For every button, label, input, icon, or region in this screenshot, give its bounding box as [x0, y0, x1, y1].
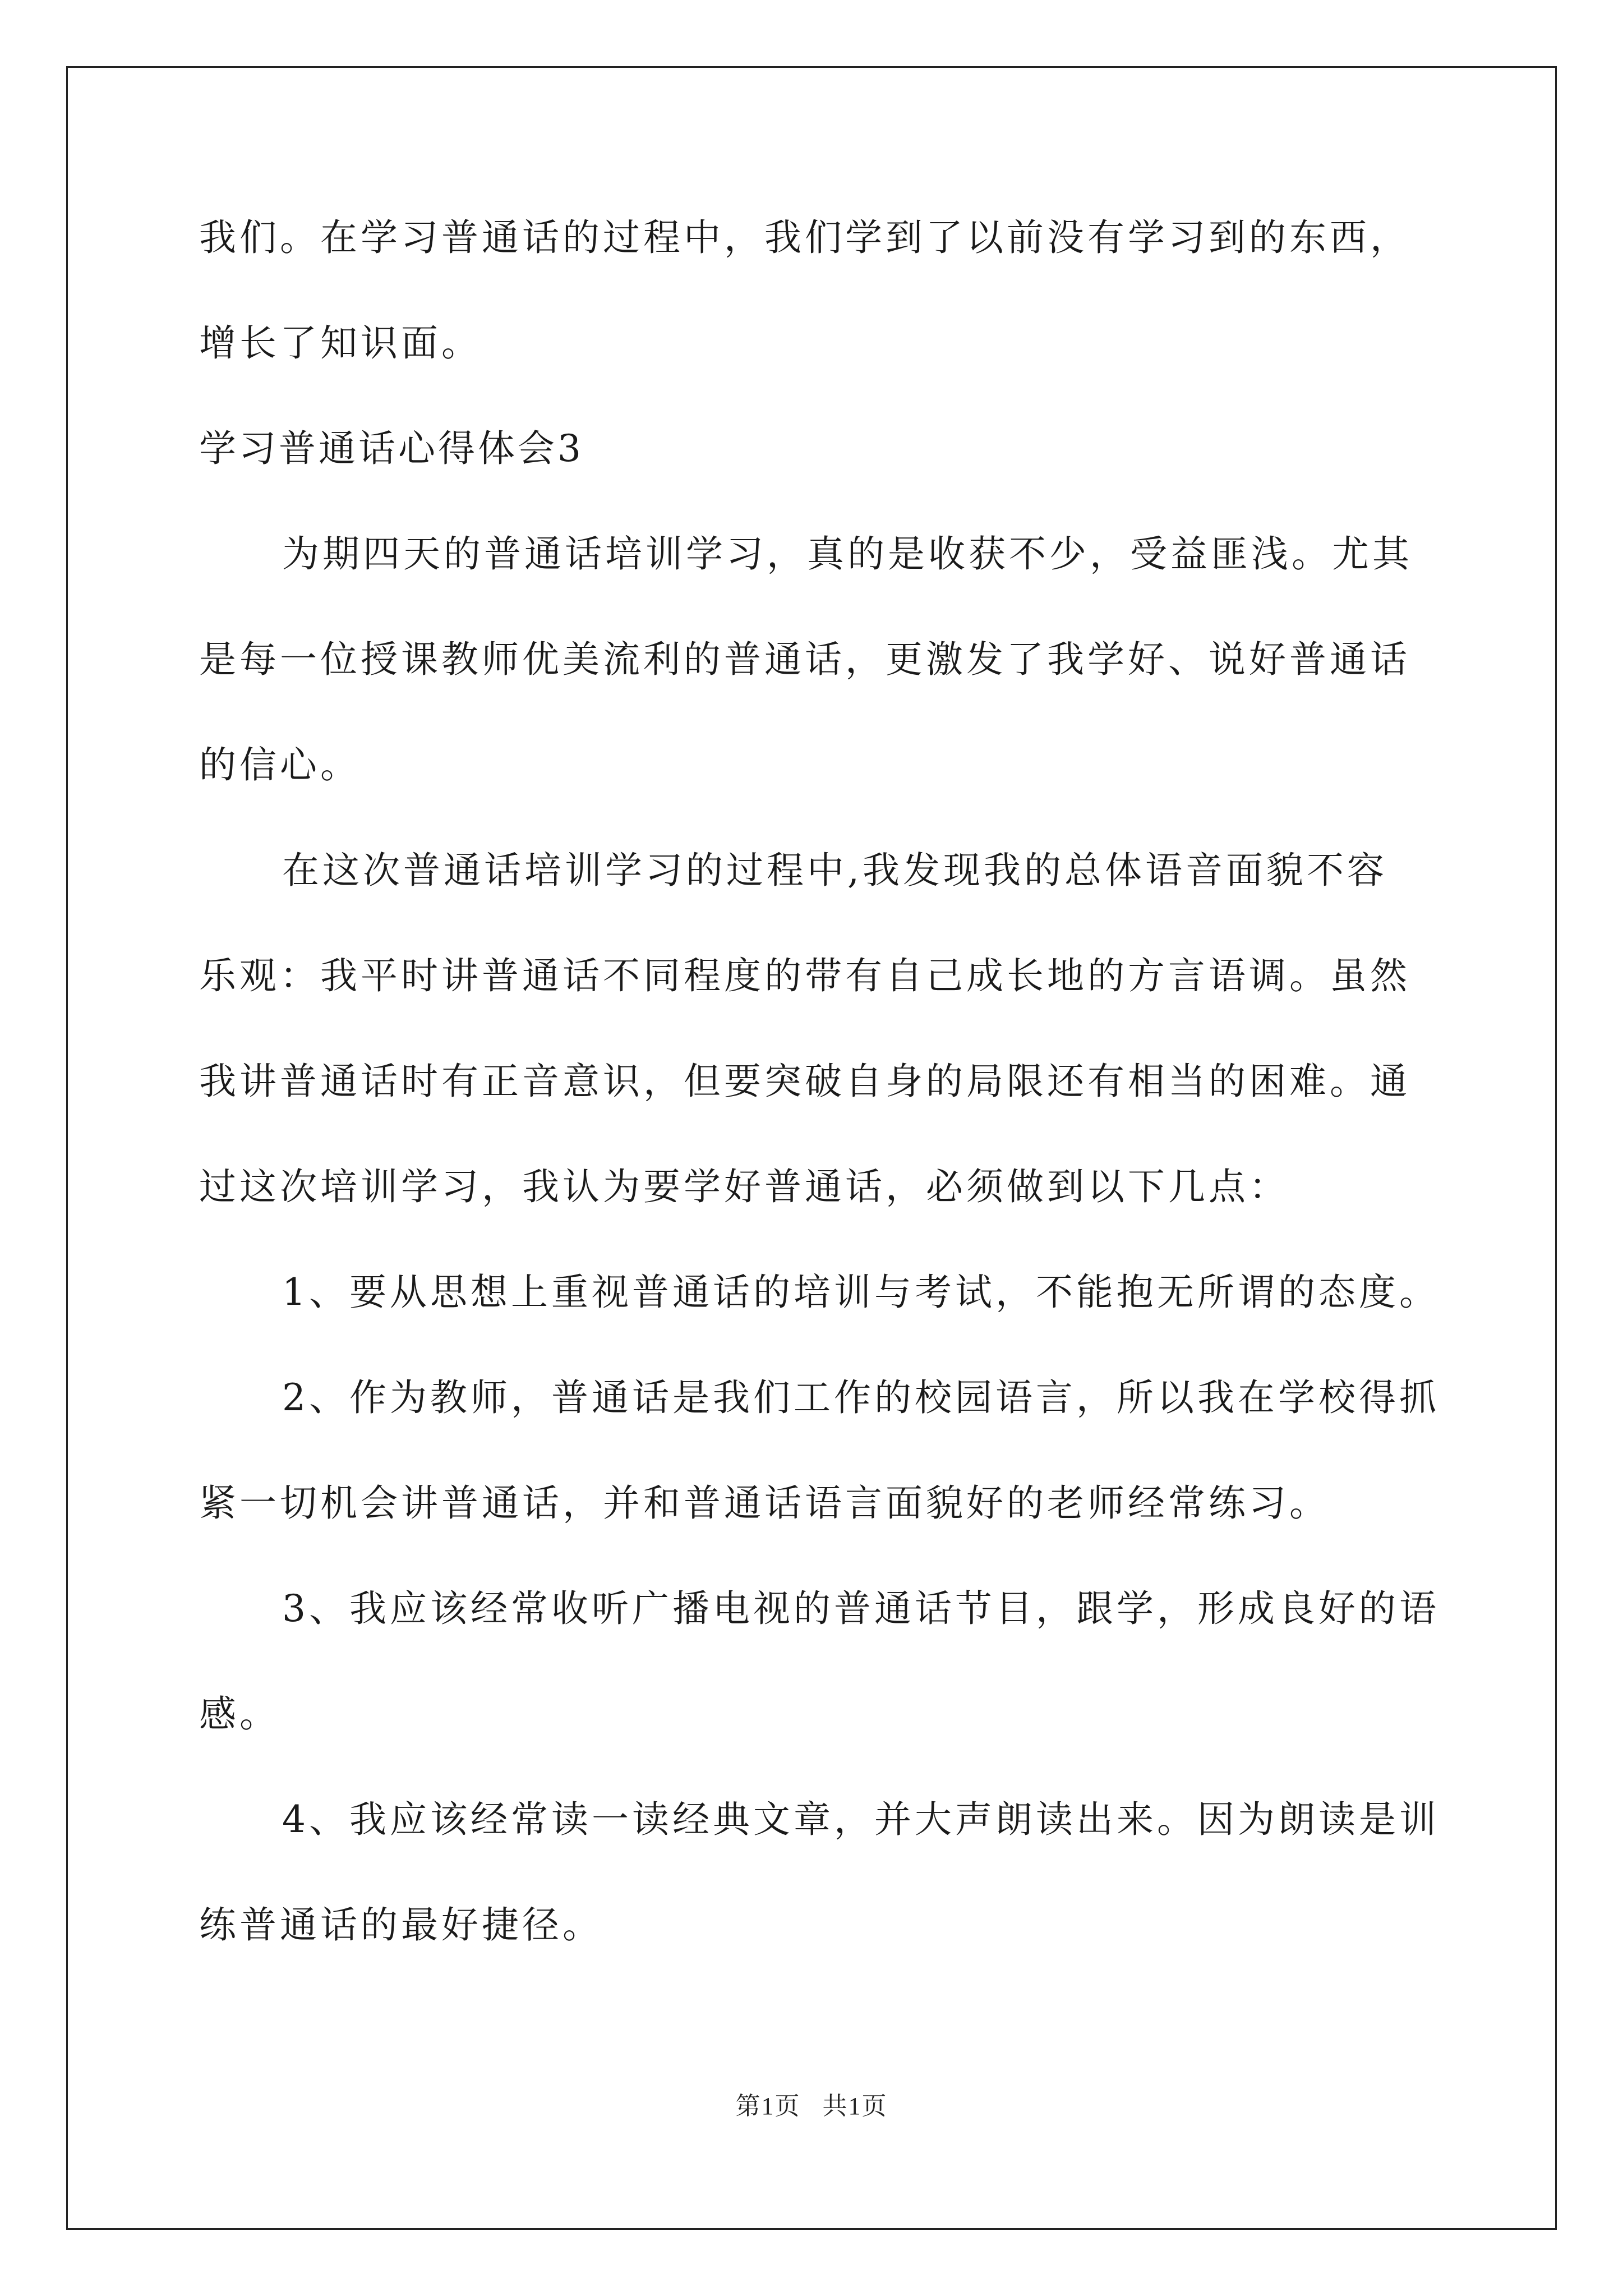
section-heading: 学习普通话心得体会3 [199, 427, 584, 470]
page-total: 共1页 [822, 2092, 888, 2120]
paragraph-first-line: 为期四天的普通话培训学习，真的是收获不少，受益匪浅。尤其 [282, 532, 1413, 576]
text-line: 感。 [199, 1692, 280, 1736]
text-line: 乐观：我平时讲普通话不同程度的带有自己成长地的方言语调。虽然 [199, 954, 1410, 997]
text-line: 增长了知识面。 [199, 321, 482, 365]
text-line: 练普通话的最好捷径。 [199, 1903, 603, 1947]
list-item-3: 3、我应该经常收听广播电视的普通话节目，跟学，形成良好的语 [282, 1587, 1440, 1630]
text-line: 是每一位授课教师优美流利的普通话，更激发了我学好、说好普通话 [199, 638, 1410, 681]
paragraph-first-line: 在这次普通话培训学习的过程中,我发现我的总体语音面貌不容 [282, 849, 1387, 892]
page-footer [0, 2086, 1623, 2122]
text-line: 紧一切机会讲普通话，并和普通话语言面貌好的老师经常练习。 [199, 1481, 1330, 1525]
page-number: 第1页 [735, 2092, 801, 2120]
list-item-4: 4、我应该经常读一读经典文章，并大声朗读出来。因为朗读是训 [282, 1798, 1440, 1841]
text-line: 我讲普通话时有正音意识，但要突破自身的局限还有相当的困难。通 [199, 1060, 1410, 1103]
footer-spacer [801, 2092, 823, 2120]
list-item-1: 1、要从思想上重视普通话的培训与考试，不能抱无所谓的态度。 [282, 1271, 1440, 1314]
text-line: 我们。在学习普通话的过程中，我们学到了以前没有学习到的东西， [199, 216, 1410, 259]
text-line: 的信心。 [199, 743, 361, 786]
text-line: 过这次培训学习，我认为要学好普通话，必须做到以下几点： [199, 1165, 1289, 1208]
list-item-2: 2、作为教师，普通话是我们工作的校园语言，所以我在学校得抓 [282, 1376, 1440, 1419]
document-body [199, 185, 1440, 1978]
